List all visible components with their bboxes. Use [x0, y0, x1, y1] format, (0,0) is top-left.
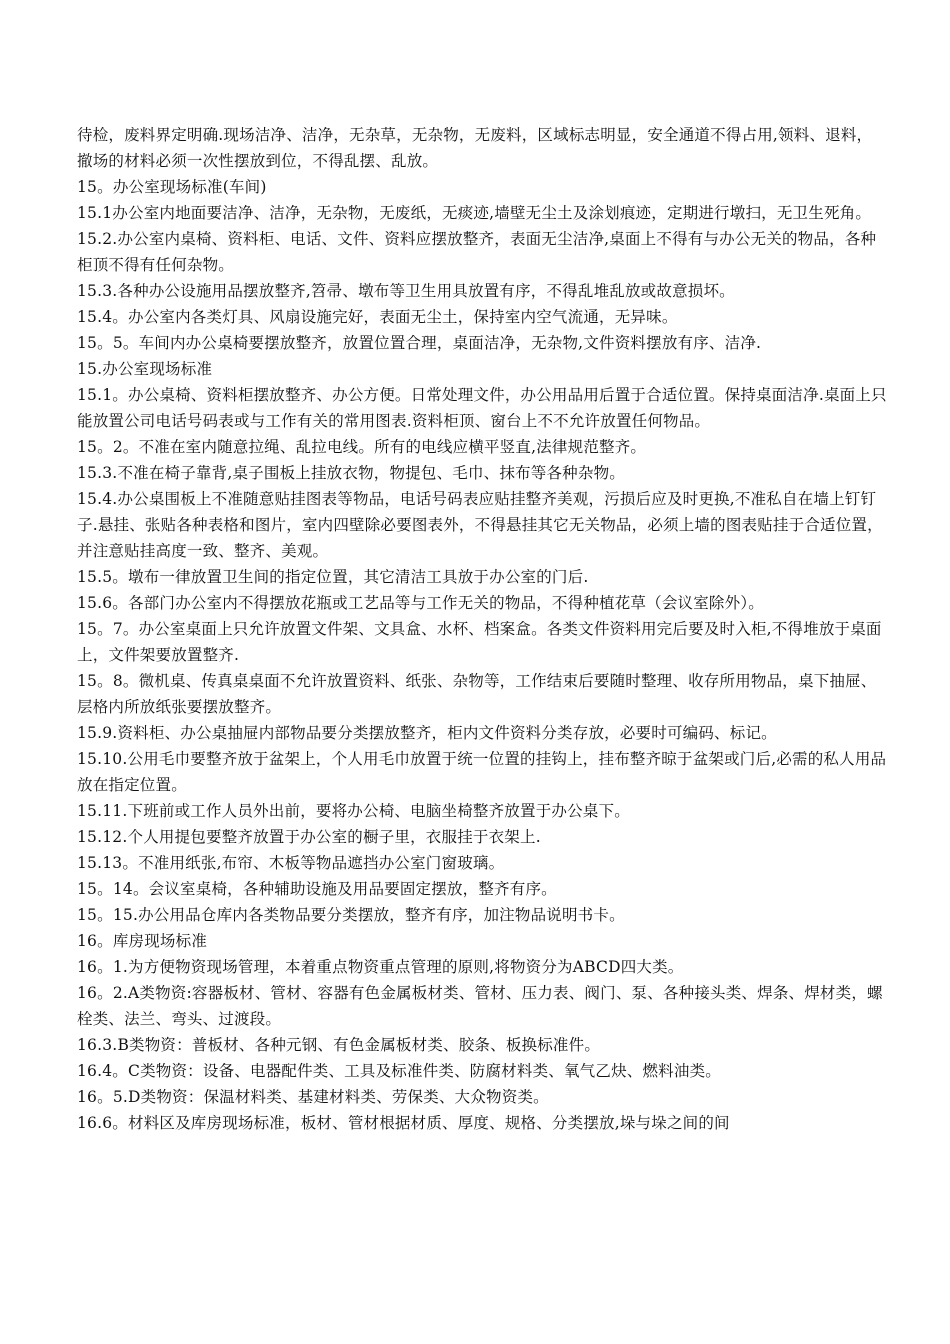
- paragraph: 16。1.为方便物资现场管理，本着重点物资重点管理的原则,将物资分为ABCD四大类。: [77, 958, 684, 976]
- paragraph: 15.5。墩布一律放置卫生间的指定位置，其它清洁工具放于办公室的门后.: [77, 568, 589, 586]
- paragraph: 15。15.办公用品仓库内各类物品要分类摆放，整齐有序，加注物品说明书卡。: [77, 906, 625, 924]
- paragraph: 待检，废料界定明确.现场洁净、洁净，无杂草，无杂物，无废料，区域标志明显，安全通道不得占用,领料、退料，撤场的材料必须一次性摆放到位，不得乱摆、乱放。: [77, 126, 873, 170]
- paragraph: 15.12.个人用提包要整齐放置于办公室的橱子里，衣服挂于衣架上.: [77, 828, 541, 846]
- paragraph: 15.1。办公桌椅、资料柜摆放整齐、办公方便。日常处理文件，办公用品用后置于合适位置。保持桌面洁净.桌面上只能放置公司电话号码表或与工作有关的常用图表.资料柜顶、窗台上不不允许放置任何物品。: [77, 386, 887, 430]
- paragraph: 16。2.A类物资:容器板材、管材、容器有色金属板材类、管材、压力表、阀门、泵、各种接头类、焊条、焊材类，螺栓类、法兰、弯头、过渡段。: [77, 984, 883, 1028]
- paragraph: 16.6。材料区及库房现场标准，板材、管材根据材质、厚度、规格、分类摆放,垛与垛之间的间: [77, 1114, 730, 1132]
- paragraph: 16.4。C类物资：设备、电器配件类、工具及标准件类、防腐材料类、氧气乙炔、燃料油类。: [77, 1062, 721, 1080]
- paragraph: 15.1办公室内地面要洁净、洁净，无杂物，无废纸，无痰迹,墙壁无尘土及涂划痕迹，定期进行墩扫，无卫生死角。: [77, 204, 872, 222]
- paragraph: 16。5.D类物资：保温材料类、基建材料类、劳保类、大众物资类。: [77, 1088, 549, 1106]
- paragraph: 15.6。各部门办公室内不得摆放花瓶或工艺品等与工作无关的物品，不得种植花草（会议室除外）。: [77, 594, 764, 612]
- paragraph: 15.13。不准用纸张,布帘、木板等物品遮挡办公室门窗玻璃。: [77, 854, 505, 872]
- section-heading: 15.办公室现场标准: [77, 360, 213, 378]
- paragraph: 16.3.B类物资：普板材、各种元钢、有色金属板材类、胶条、板换标准件。: [77, 1036, 601, 1054]
- paragraph: 15.10.公用毛巾要整齐放于盆架上，个人用毛巾放置于统一位置的挂钩上，挂布整齐晾于盆架或门后,必需的私人用品放在指定位置。: [77, 750, 887, 794]
- paragraph: 15.3.各种办公设施用品摆放整齐,笤帚、墩布等卫生用具放置有序，不得乱堆乱放或故意损坏。: [77, 282, 735, 300]
- paragraph: 15.4。办公室内各类灯具、风扇设施完好，表面无尘土，保持室内空气流通，无异味。: [77, 308, 678, 326]
- paragraph: 15。14。会议室桌椅，各种辅助设施及用品要固定摆放，整齐有序。: [77, 880, 557, 898]
- paragraph: 15.3.不准在椅子靠背,桌子围板上挂放衣物，物提包、毛巾、抹布等各种杂物。: [77, 464, 625, 482]
- section-heading: 15。办公室现场标准(车间): [77, 178, 267, 196]
- paragraph: 15。7。办公室桌面上只允许放置文件架、文具盒、水杯、档案盒。各类文件资料用完后要及时入柜,不得堆放于桌面上，文件架要放置整齐.: [77, 620, 882, 664]
- paragraph: 15.11.下班前或工作人员外出前，要将办公椅、电脑坐椅整齐放置于办公桌下。: [77, 802, 630, 820]
- document-body: [77, 122, 887, 1136]
- paragraph: 15。8。微机桌、传真桌桌面不允许放置资料、纸张、杂物等，工作结束后要随时整理、收存所用物品，桌下抽屉、层格内所放纸张要摆放整齐。: [77, 672, 877, 716]
- paragraph: 15.9.资料柜、办公桌抽屉内部物品要分类摆放整齐，柜内文件资料分类存放，必要时可编码、标记。: [77, 724, 777, 742]
- paragraph: 15。2。不准在室内随意拉绳、乱拉电线。所有的电线应横平竖直,法律规范整齐。: [77, 438, 647, 456]
- paragraph: 15.2.办公室内桌椅、资料柜、电话、文件、资料应摆放整齐，表面无尘洁净,桌面上不得有与办公无关的物品，各种柜顶不得有任何杂物。: [77, 230, 877, 274]
- paragraph: 15。5。车间内办公桌椅要摆放整齐，放置位置合理，桌面洁净，无杂物,文件资料摆放有序、洁净.: [77, 334, 762, 352]
- section-heading: 16。库房现场标准: [77, 932, 208, 950]
- paragraph: 15.4.办公桌围板上不准随意贴挂图表等物品，电话号码表应贴挂整齐美观，污损后应及时更换,不准私自在墙上钉钉子.悬挂、张贴各种表格和图片，室内四壁除必要图表外，不得悬挂其它无关物品，必须上墙的图表贴挂于合适位置，并注意贴挂高度一致、整齐、美观。: [77, 490, 883, 560]
